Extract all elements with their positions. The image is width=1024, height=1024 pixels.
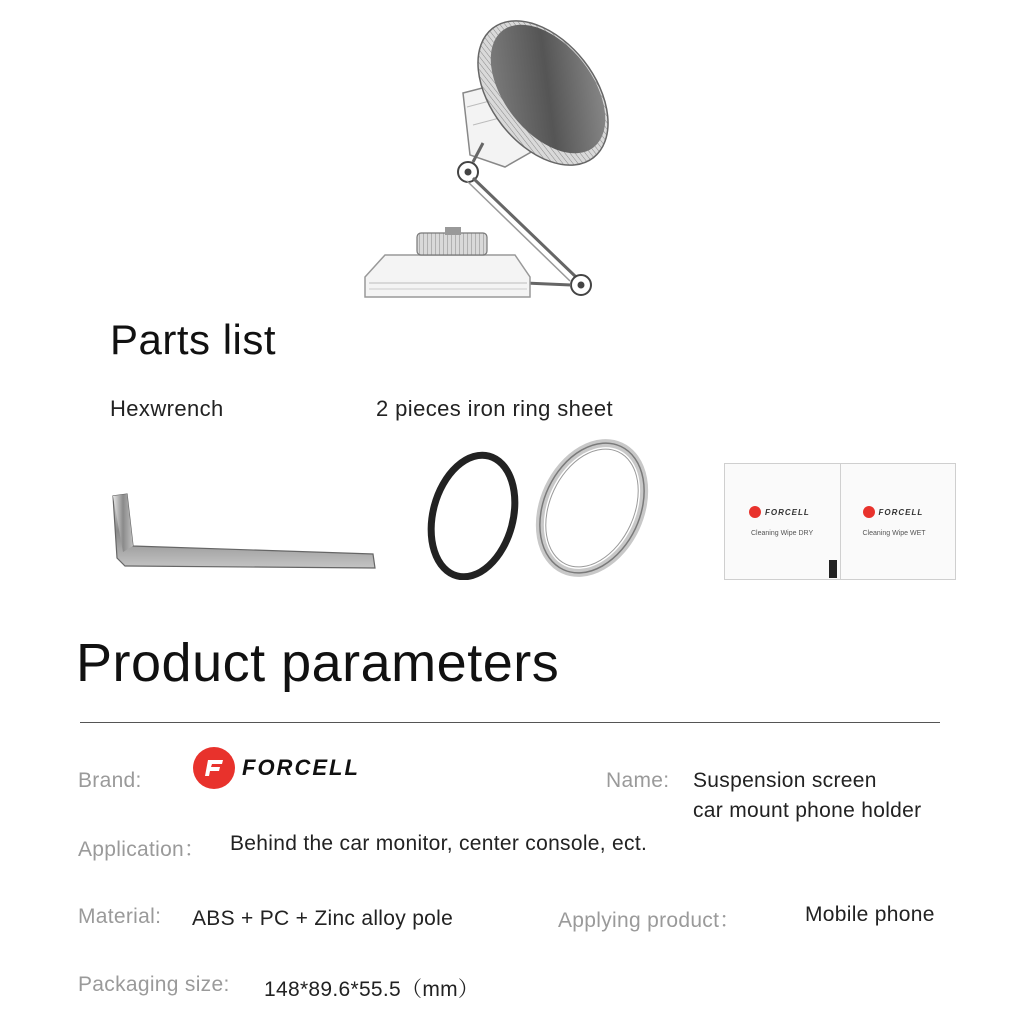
parts-list-title: Parts list (110, 316, 277, 363)
application-value: Behind the car monitor, center console, ect. (230, 832, 648, 855)
name-key: Name: (606, 769, 670, 792)
applying-product-value: Mobile phone (805, 903, 935, 926)
iron-rings-label: 2 pieces iron ring sheet (376, 396, 614, 421)
material-value: ABS + PC + Zinc alloy pole (192, 907, 454, 930)
forcell-logo (192, 746, 360, 790)
material-key: Material: (78, 905, 162, 928)
wipe-wet-brand: FORCELL (878, 507, 924, 517)
hexwrench-label: Hexwrench (110, 396, 224, 421)
name-value-line2: car mount phone holder (693, 799, 922, 822)
iron-ring-icon (425, 430, 675, 580)
forcell-mini-logo-icon (749, 506, 761, 518)
cleaning-wipes-icon (724, 463, 956, 580)
wipe-dry (725, 464, 841, 579)
wipe-wet-label: Cleaning Wipe WET (862, 530, 926, 537)
wipe-wet (841, 464, 956, 579)
wipe-dry-label: Cleaning Wipe DRY (751, 530, 814, 537)
car-mount-illustration (355, 15, 625, 310)
section-divider (80, 722, 940, 723)
hex-wrench-icon (105, 490, 380, 575)
packaging-size-key: Packaging size: (78, 973, 230, 996)
forcell-mini-logo-icon (863, 506, 875, 518)
forcell-logo-text: FORCELL (242, 755, 360, 780)
wipe-dry-brand: FORCELL (765, 507, 810, 517)
application-key: Application： (78, 838, 206, 861)
product-parameters-title: Product parameters (76, 633, 560, 693)
applying-product-key: Applying product： (558, 909, 741, 932)
packaging-size-value: 148*89.6*55.5（mm） (264, 978, 480, 1001)
name-value-line1: Suspension screen (693, 769, 877, 792)
forcell-logo-icon (192, 746, 236, 790)
brand-key: Brand: (78, 769, 142, 792)
